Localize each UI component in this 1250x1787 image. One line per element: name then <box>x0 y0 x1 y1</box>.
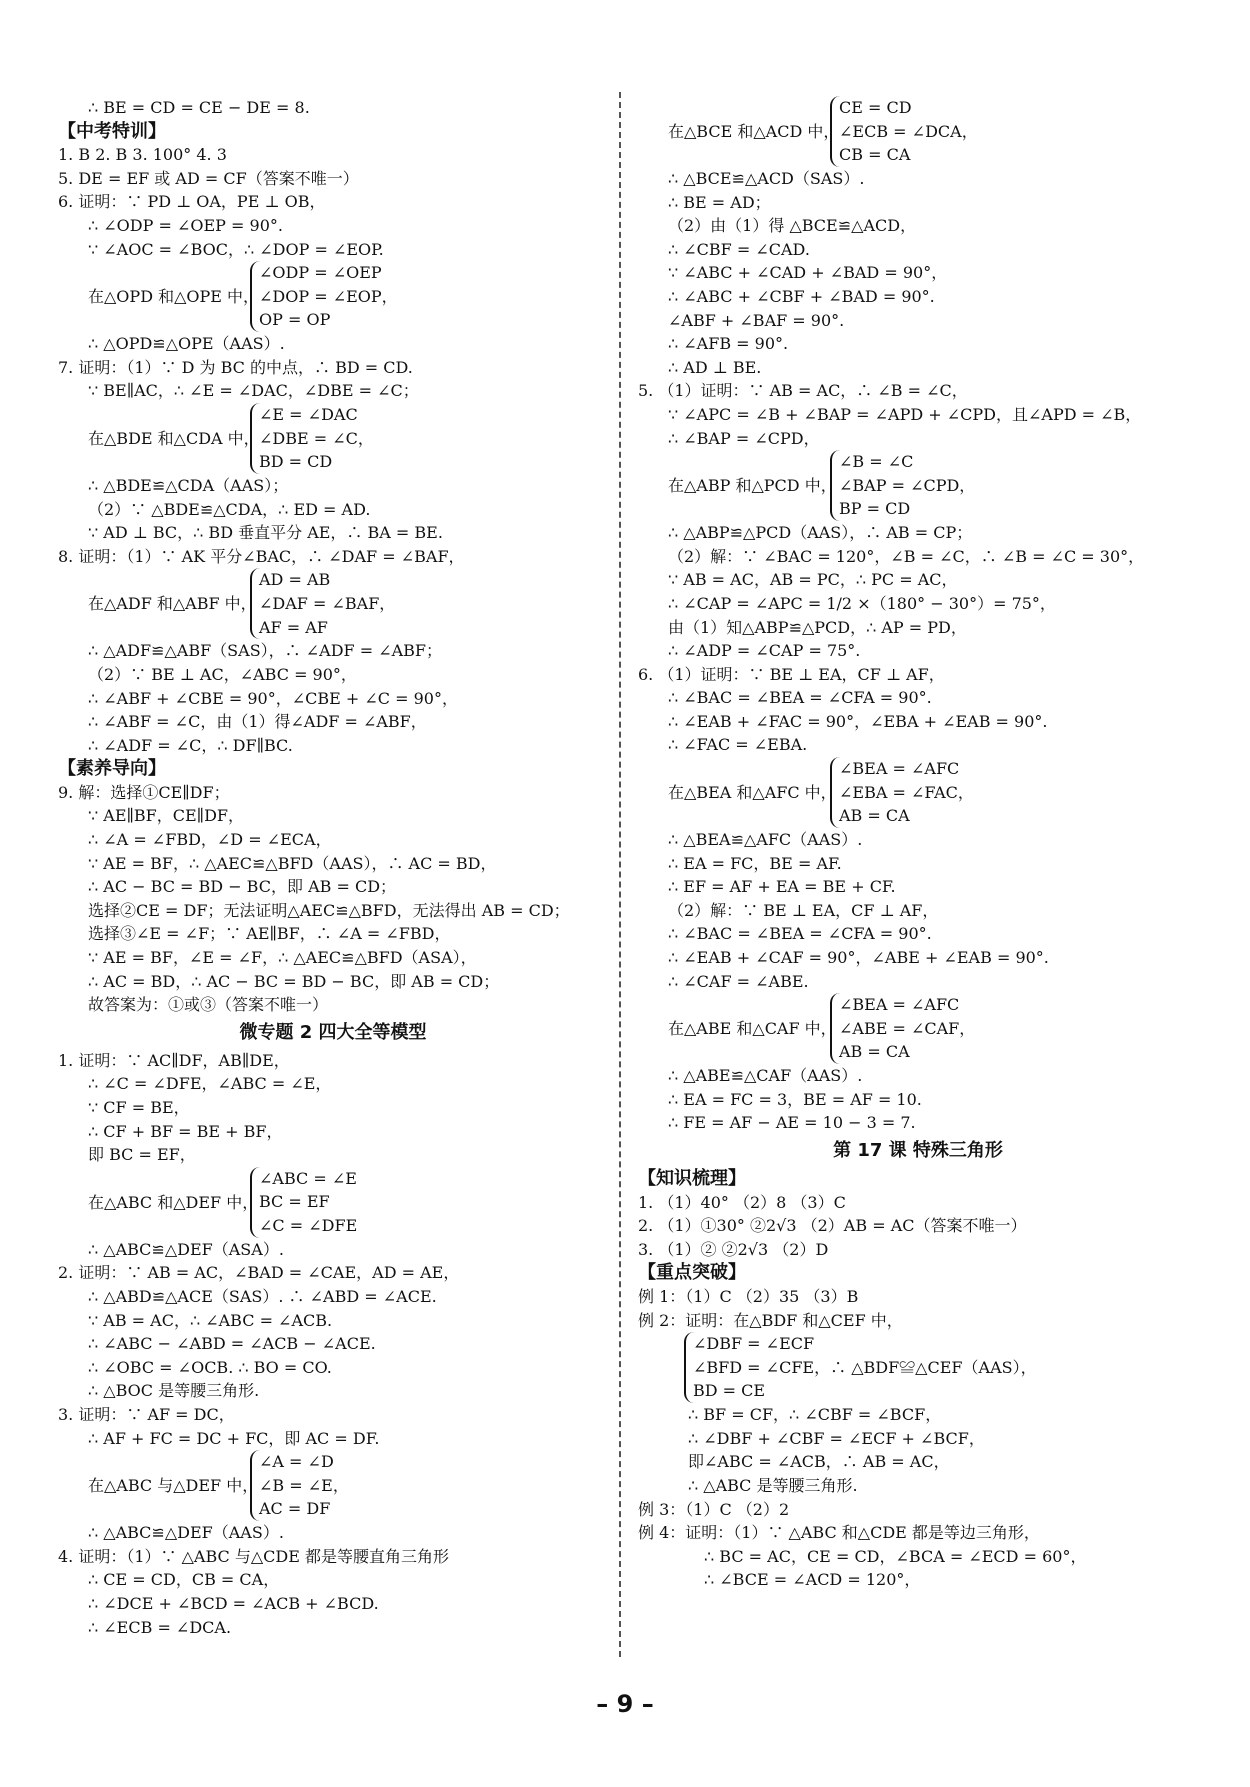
text-line: 2. （1）①30° ②2√3 （2）AB = AC（答案不唯一） <box>638 1216 1027 1236</box>
text-line: ∴ AC = BD，∴ AC − BC = BD − BC，即 AB = CD； <box>88 971 500 991</box>
system-condition: BC = EF <box>259 1192 330 1212</box>
text-line: （2）∵ △BDE≌△CDA，∴ ED = AD. <box>88 499 371 519</box>
system-condition: ∠B = ∠C <box>839 452 914 472</box>
system-condition: ∠C = ∠DFE <box>259 1215 358 1235</box>
text-line: ∵ ∠APC = ∠B + ∠BAP = ∠APD + ∠CPD，且∠APD = ∠B， <box>668 404 1142 424</box>
text-line: ∴ ∠EAB + ∠FAC = 90°，∠EBA + ∠EAB = 90°. <box>668 711 1048 731</box>
section-heading: 【素养导向】 <box>58 758 166 780</box>
system-condition: ∠ODP = ∠OEP <box>259 263 382 283</box>
text-line: （2）∵ BE ⊥ AC，∠ABC = 90°， <box>88 664 357 684</box>
text-line: ∴ EA = FC = 3，BE = AF = 10. <box>668 1089 922 1109</box>
text-line: ∴ EF = AF + EA = BE + CF. <box>668 877 896 897</box>
text-line: ∴ AD ⊥ BE. <box>668 357 762 377</box>
text-line: ∵ AE∥BF，CE∥DF， <box>88 806 244 826</box>
text-line: 选择②CE = DF；无法证明△AEC≌△BFD，无法得出 AB = CD； <box>88 900 570 920</box>
text-line: ∴ ∠CAP = ∠APC = 1/2 ×（180° − 30°）= 75°， <box>668 593 1056 613</box>
text-line: ∴ △ABC 是等腰三角形. <box>688 1475 858 1495</box>
text-line: ∠ABF + ∠BAF = 90°. <box>668 310 845 330</box>
text-line: 例 1：（1）C （2）35 （3）B <box>638 1286 859 1306</box>
system-brace <box>250 261 398 332</box>
text-line: ∴ ∠ODP = ∠OEP = 90°. <box>88 215 283 235</box>
system-condition: ∠A = ∠D <box>259 1452 334 1472</box>
system-intro: 在△ABC 与△DEF 中， <box>88 1476 259 1496</box>
text-line: ∴ ∠BAC = ∠BEA = ∠CFA = 90°. <box>668 688 932 708</box>
text-line: 4. 证明：（1）∵ △ABC 与△CDE 都是等腰直角三角形 <box>58 1546 450 1566</box>
text-line: 5. （1）证明：∵ AB = AC，∴ ∠B = ∠C， <box>638 381 968 401</box>
equation-system <box>58 568 608 639</box>
text-line: ∴ AF + FC = DC + FC，即 AC = DF. <box>88 1428 380 1448</box>
system-intro: 在△BEA 和△AFC 中， <box>668 783 837 803</box>
system-intro: 在△OPD 和△OPE 中， <box>88 287 260 307</box>
text-line: 1. 证明：∵ AC∥DF，AB∥DE， <box>58 1050 290 1070</box>
text-line: ∵ ∠AOC = ∠BOC，∴ ∠DOP = ∠EOP. <box>88 239 384 259</box>
system-condition: ∠BEA = ∠AFC <box>839 759 960 779</box>
text-line: ∵ ∠ABC + ∠CAD + ∠BAD = 90°， <box>668 263 948 283</box>
text-line: ∵ AE = BF，∠E = ∠F，∴ △AEC≌△BFD（ASA）， <box>88 948 477 968</box>
equation-system <box>638 993 1198 1064</box>
system-brace <box>830 450 975 521</box>
text-line: ∴ CF + BF = BE + BF， <box>88 1121 283 1141</box>
system-brace <box>250 1450 349 1521</box>
equation-system <box>58 1167 608 1238</box>
text-line: ∴ △BEA≌△AFC（AAS）. <box>668 830 863 850</box>
text-line: 选择③∠E = ∠F；∵ AE∥BF，∴ ∠A = ∠FBD， <box>88 924 451 944</box>
text-line: ∴ △BCE≌△ACD（SAS）. <box>668 169 865 188</box>
text-line: 3. 证明：∵ AF = DC， <box>58 1404 235 1424</box>
system-condition: ∠DBE = ∠C， <box>259 428 374 448</box>
equation-system <box>638 1332 1198 1403</box>
section-heading: 【中考特训】 <box>58 120 166 142</box>
equation-system <box>638 450 1198 521</box>
equation-system <box>638 757 1198 828</box>
system-condition: CB = CA <box>839 145 911 165</box>
text-line: ∴ CE = CD，CB = CA， <box>88 1570 280 1590</box>
system-condition: BP = CD <box>839 499 911 519</box>
system-condition: AC = DF <box>259 1499 331 1519</box>
text-line: ∴ BE = CD = CE − DE = 8. <box>88 98 310 117</box>
text-line: 即 BC = EF， <box>88 1145 196 1165</box>
text-line: ∴ EA = FC，BE = AF. <box>668 853 842 873</box>
text-line: ∴ △BOC 是等腰三角形. <box>88 1381 260 1401</box>
text-line: ∵ AB = AC，AB = PC，∴ PC = AC， <box>668 570 958 590</box>
text-line: （2）解：∵ ∠BAC = 120°，∠B = ∠C，∴ ∠B = ∠C = 30°， <box>668 546 1145 566</box>
lesson-title: 第 17 课 特殊三角形 <box>833 1140 1003 1161</box>
text-line: ∴ ∠DCE + ∠BCD = ∠ACB + ∠BCD. <box>88 1593 379 1613</box>
text-line: ∴ ∠C = ∠DFE，∠ABC = ∠E， <box>88 1074 332 1094</box>
lesson-title: 微专题 2 四大全等模型 <box>239 1021 427 1043</box>
right-column <box>638 96 1198 1592</box>
text-line: ∴ BF = CF，∴ ∠CBF = ∠BCF， <box>688 1405 942 1425</box>
text-line: ∴ ∠EAB + ∠CAF = 90°，∠ABE + ∠EAB = 90°. <box>668 948 1049 968</box>
system-condition: ∠E = ∠DAC <box>259 404 358 424</box>
system-intro: 在△BDE 和△CDA 中， <box>88 428 260 448</box>
text-line: 5. DE = EF 或 AD = CF（答案不唯一） <box>58 168 359 188</box>
system-condition: ∠BEA = ∠AFC <box>839 995 960 1015</box>
equation-system <box>58 403 608 474</box>
text-line: ∴ ∠BAP = ∠CPD， <box>668 428 820 448</box>
section-heading: 【重点突破】 <box>638 1262 746 1284</box>
system-condition: ∠BAP = ∠CPD， <box>839 475 976 495</box>
text-line: ∴ ∠ABC + ∠CBF + ∠BAD = 90°. <box>668 286 935 306</box>
left-column <box>58 96 608 1639</box>
column-divider <box>619 92 621 1657</box>
text-line: 6. 证明：∵ PD ⊥ OA，PE ⊥ OB， <box>58 192 326 212</box>
text-line: 1. （1）40° （2）8 （3）C <box>638 1192 846 1212</box>
text-line: ∴ BE = AD； <box>668 192 771 212</box>
system-condition: CE = CD <box>839 98 912 117</box>
system-condition: ∠DBF = ∠ECF <box>693 1334 815 1354</box>
system-brace <box>250 1167 357 1238</box>
text-line: ∴ ∠ECB = ∠DCA. <box>88 1617 232 1637</box>
text-line: ∴ ∠BCE = ∠ACD = 120°， <box>704 1570 921 1590</box>
text-line: 9. 解：选择①CE∥DF； <box>58 782 230 802</box>
system-intro: 在△ABC 和△DEF 中， <box>88 1192 259 1212</box>
text-line: ∴ ∠AFB = 90°. <box>668 334 789 354</box>
text-line: ∴ ∠ABF = ∠C，由（1）得∠ADF = ∠ABF， <box>88 712 427 732</box>
text-line: ∵ CF = BE， <box>88 1098 190 1117</box>
system-condition: ∠DAF = ∠BAF， <box>259 593 396 613</box>
text-line: ∴ FE = AF − AE = 10 − 3 = 7. <box>668 1113 916 1133</box>
text-line: 3. （1）② ②2√3 （2）D <box>638 1239 829 1259</box>
system-condition: AB = CA <box>839 806 910 826</box>
text-line: ∴ △ABC≌△DEF（AAS）. <box>88 1523 284 1543</box>
text-line: ∴ △ABC≌△DEF（ASA）. <box>88 1239 284 1259</box>
system-intro: 在△ABE 和△CAF 中， <box>668 1019 837 1039</box>
system-brace <box>250 568 395 639</box>
system-intro: 在△ADF 和△ABF 中， <box>88 594 257 614</box>
system-condition: BD = CE <box>693 1381 766 1401</box>
text-line: ∴ ∠ADP = ∠CAP = 75°. <box>668 641 861 661</box>
system-condition: ∠BFD = ∠CFE，∴ △BDF≌△CEF（AAS）， <box>693 1357 1037 1377</box>
text-line: 例 2：证明：在△BDF 和△CEF 中， <box>638 1310 903 1330</box>
text-line: 例 4：证明：（1）∵ △ABC 和△CDE 都是等边三角形， <box>638 1523 1040 1543</box>
text-line: ∴ △ABD≌△ACE（SAS）. ∴ ∠ABD = ∠ACE. <box>88 1286 437 1306</box>
system-condition: ∠B = ∠E， <box>259 1475 349 1495</box>
text-line: ∴ ∠CAF = ∠ABE. <box>668 971 809 991</box>
system-brace <box>830 757 974 828</box>
text-line: 故答案为：①或③（答案不唯一） <box>88 995 329 1015</box>
text-line: （2）由（1）得 △BCE≌△ACD， <box>668 216 917 236</box>
text-line: 6. （1）证明：∵ BE ⊥ EA，CF ⊥ AF， <box>638 664 945 684</box>
text-line: ∴ ∠OBC = ∠OCB. ∴ BO = CO. <box>88 1357 332 1377</box>
section-heading: 【知识梳理】 <box>638 1168 746 1189</box>
text-line: 即∠ABC = ∠ACB，∴ AB = AC， <box>688 1452 950 1472</box>
text-line: （2）解：∵ BE ⊥ EA，CF ⊥ AF， <box>668 900 939 920</box>
text-line: ∴ ∠ABC − ∠ABD = ∠ACB − ∠ACE. <box>88 1334 376 1354</box>
system-intro: 在△ABP 和△PCD 中， <box>668 476 837 496</box>
system-condition: ∠ABE = ∠CAF， <box>839 1018 976 1038</box>
text-line: ∴ ∠ABF + ∠CBE = 90°，∠CBE + ∠C = 90°， <box>88 688 458 708</box>
system-intro: 在△BCE 和△ACD 中， <box>668 122 840 141</box>
text-line: ∴ ∠FAC = ∠EBA. <box>668 735 808 755</box>
equation-system <box>638 96 1198 167</box>
text-line: ∵ AE = BF，∴ △AEC≌△BFD（AAS），∴ AC = BD， <box>88 853 497 873</box>
text-line: ∴ △BDE≌△CDA（AAS）； <box>88 475 289 495</box>
system-condition: ∠ECB = ∠DCA， <box>839 121 978 141</box>
text-line: ∴ △ABP≌△PCD（AAS），∴ AB = CP； <box>668 523 973 543</box>
system-condition: AF = AF <box>259 617 328 637</box>
system-condition: ∠ABC = ∠E <box>259 1168 357 1188</box>
text-line: 由（1）知△ABP≌△PCD，∴ AP = PD， <box>668 617 967 637</box>
text-line: ∴ BC = AC，CE = CD，∠BCA = ∠ECD = 60°， <box>704 1546 1087 1566</box>
text-line: ∴ ∠A = ∠FBD，∠D = ∠ECA， <box>88 830 332 850</box>
system-condition: ∠DOP = ∠EOP， <box>259 286 398 306</box>
system-condition: BD = CD <box>259 452 333 472</box>
system-brace <box>830 993 975 1064</box>
text-line: 7. 证明：（1）∵ D 为 BC 的中点，∴ BD = CD. <box>58 357 413 377</box>
text-line: ∴ ∠DBF + ∠CBF = ∠ECF + ∠BCF， <box>688 1428 985 1448</box>
text-line: 1. B 2. B 3. 100° 4. 3 <box>58 145 227 165</box>
text-line: 例 3：（1）C （2）2 <box>638 1499 790 1519</box>
text-line: ∴ △ABE≌△CAF（AAS）. <box>668 1066 863 1086</box>
text-line: ∵ BE∥AC，∴ ∠E = ∠DAC，∠DBE = ∠C； <box>88 381 419 401</box>
system-brace <box>684 1332 1037 1403</box>
page-number: – 9 – <box>596 1690 654 1718</box>
system-brace <box>830 96 978 167</box>
text-line: ∴ ∠ADF = ∠C，∴ DF∥BC. <box>88 735 293 755</box>
system-condition: AB = CA <box>839 1042 910 1062</box>
text-line: ∵ AB = AC，∴ ∠ABC = ∠ACB. <box>88 1310 333 1330</box>
text-line: ∴ △OPD≌△OPE（AAS）. <box>88 334 285 354</box>
text-line: ∴ ∠CBF = ∠CAD. <box>668 239 810 259</box>
text-line: 2. 证明：∵ AB = AC，∠BAD = ∠CAE，AD = AE， <box>58 1263 460 1283</box>
system-condition: ∠EBA = ∠FAC， <box>839 782 974 802</box>
equation-system <box>58 1450 608 1521</box>
text-line: ∴ △ADF≌△ABF（SAS），∴ ∠ADF = ∠ABF； <box>88 641 443 661</box>
system-brace <box>250 403 374 474</box>
text-line: ∴ ∠BAC = ∠BEA = ∠CFA = 90°. <box>668 924 932 944</box>
system-condition: OP = OP <box>259 310 331 330</box>
text-line: 8. 证明：（1）∵ AK 平分∠BAC，∴ ∠DAF = ∠BAF， <box>58 546 465 566</box>
text-line: ∴ AC − BC = BD − BC，即 AB = CD； <box>88 877 397 897</box>
equation-system <box>58 261 608 332</box>
text-line: ∵ AD ⊥ BC，∴ BD 垂直平分 AE，∴ BA = BE. <box>88 523 443 543</box>
system-condition: AD = AB <box>259 570 331 590</box>
